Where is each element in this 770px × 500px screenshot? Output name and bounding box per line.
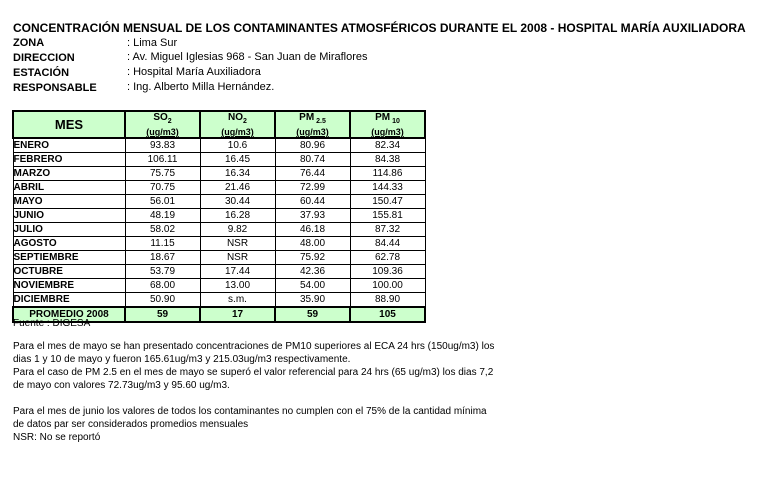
so2-cell: 70.75 xyxy=(125,181,200,195)
month-cell: MARZO xyxy=(13,167,125,181)
month-cell: ENERO xyxy=(13,138,125,153)
average-label: PROMEDIO 2008 xyxy=(13,307,125,322)
average-no2: 17 xyxy=(200,307,275,322)
no2-cell: 9.82 xyxy=(200,223,275,237)
so2-cell: 11.15 xyxy=(125,237,200,251)
pm10-cell: 109.36 xyxy=(350,265,425,279)
header-pm10-sub: 10 xyxy=(390,118,400,125)
so2-cell: 93.83 xyxy=(125,138,200,153)
pm10-cell: 82.34 xyxy=(350,138,425,153)
note-p2-line2: de mayo con valores 72.73ug/m3 y 95.60 ug/m3. xyxy=(13,380,230,391)
table-row xyxy=(13,138,425,153)
so2-cell: 75.75 xyxy=(125,167,200,181)
pm10-cell: 84.44 xyxy=(350,237,425,251)
so2-cell: 50.90 xyxy=(125,293,200,308)
pm25-cell: 80.74 xyxy=(275,153,350,167)
no2-cell: 16.34 xyxy=(200,167,275,181)
note-p1-line1: Para el mes de mayo se han presentado concentraciones de PM10 superiores al ECA 24 hrs (150ug/m3) los xyxy=(13,341,495,352)
source-note: Fuente : DIGESA xyxy=(13,318,91,329)
month-cell: SEPTIEMBRE xyxy=(13,251,125,265)
page-title: CONCENTRACIÓN MENSUAL DE LOS CONTAMINANTES ATMOSFÉRICOS DURANTE EL 2008 - HOSPITAL MARÍA AUXILIADORA xyxy=(13,21,746,35)
pm25-cell: 60.44 xyxy=(275,195,350,209)
table-row xyxy=(13,237,425,251)
pm25-cell: 54.00 xyxy=(275,279,350,293)
pm25-cell: 35.90 xyxy=(275,293,350,308)
note-p1-line2: dias 1 y 10 de mayo y fueron 165.61ug/m3 y 215.03ug/m3 respectivamente. xyxy=(13,354,351,365)
so2-cell: 53.79 xyxy=(125,265,200,279)
so2-cell: 18.67 xyxy=(125,251,200,265)
table-row xyxy=(13,265,425,279)
info-label-responsable: RESPONSABLE xyxy=(13,82,97,94)
average-so2: 59 xyxy=(125,307,200,322)
note-p3-line2: de datos par ser considerados promedios mensuales xyxy=(13,419,249,430)
month-cell: DICIEMBRE xyxy=(13,293,125,308)
pm10-cell: 114.86 xyxy=(350,167,425,181)
pm25-cell: 42.36 xyxy=(275,265,350,279)
pm25-cell: 72.99 xyxy=(275,181,350,195)
table-row xyxy=(13,167,425,181)
average-pm25: 59 xyxy=(275,307,350,322)
header-pm10-base: PM xyxy=(375,112,391,123)
no2-cell: 16.45 xyxy=(200,153,275,167)
table-row xyxy=(13,153,425,167)
month-cell: JULIO xyxy=(13,223,125,237)
header-pm25-base: PM xyxy=(299,112,315,123)
pm10-cell: 62.78 xyxy=(350,251,425,265)
pm10-cell: 84.38 xyxy=(350,153,425,167)
month-cell: OCTUBRE xyxy=(13,265,125,279)
no2-cell: 16.28 xyxy=(200,209,275,223)
average-pm10: 105 xyxy=(350,307,425,322)
month-cell: NOVIEMBRE xyxy=(13,279,125,293)
info-label-estacion: ESTACIÓN xyxy=(13,67,70,79)
pm10-cell: 88.90 xyxy=(350,293,425,308)
header-no2-unit: (ug/m3) xyxy=(221,128,254,137)
so2-cell: 56.01 xyxy=(125,195,200,209)
header-so2-unit: (ug/m3) xyxy=(146,128,179,137)
pm10-cell: 144.33 xyxy=(350,181,425,195)
header-pm25-sub: 2.5 xyxy=(314,118,326,125)
table-header-row xyxy=(13,111,425,138)
header-so2-base: SO xyxy=(153,112,168,123)
header-so2-sub: 2 xyxy=(167,118,172,125)
table-row xyxy=(13,279,425,293)
info-value-estacion: : Hospital María Auxiliadora xyxy=(127,66,261,78)
header-no2 xyxy=(200,111,275,138)
note-nsr: NSR: No se reportó xyxy=(13,432,101,443)
note-p2-line1: Para el caso de PM 2.5 en el mes de mayo se superó el valor referencial para 24 hrs (65 ug/m3) los dias 7,2 xyxy=(13,367,494,378)
table-row xyxy=(13,209,425,223)
no2-cell: 30.44 xyxy=(200,195,275,209)
table-row xyxy=(13,181,425,195)
month-cell: JUNIO xyxy=(13,209,125,223)
month-cell: FEBRERO xyxy=(13,153,125,167)
pm25-cell: 75.92 xyxy=(275,251,350,265)
so2-cell: 48.19 xyxy=(125,209,200,223)
pm10-cell: 150.47 xyxy=(350,195,425,209)
header-pm25 xyxy=(275,111,350,138)
contaminants-table xyxy=(12,110,426,323)
so2-cell: 68.00 xyxy=(125,279,200,293)
no2-cell: 17.44 xyxy=(200,265,275,279)
month-cell: AGOSTO xyxy=(13,237,125,251)
pm25-cell: 80.96 xyxy=(275,138,350,153)
so2-cell: 58.02 xyxy=(125,223,200,237)
header-no2-base: NO xyxy=(228,112,244,123)
info-value-zona: : Lima Sur xyxy=(127,37,178,49)
pm10-cell: 155.81 xyxy=(350,209,425,223)
month-cell: ABRIL xyxy=(13,181,125,195)
so2-cell: 106.11 xyxy=(125,153,200,167)
no2-cell: 21.46 xyxy=(200,181,275,195)
table-row xyxy=(13,251,425,265)
month-cell: MAYO xyxy=(13,195,125,209)
info-value-direccion: : Av. Miguel Iglesias 968 - San Juan de Miraflores xyxy=(127,51,368,63)
header-pm10 xyxy=(350,111,425,138)
table-row xyxy=(13,223,425,237)
table-row xyxy=(13,293,425,308)
header-pm10-unit: (ug/m3) xyxy=(371,128,404,137)
no2-cell: 13.00 xyxy=(200,279,275,293)
pm25-cell: 37.93 xyxy=(275,209,350,223)
info-label-zona: ZONA xyxy=(13,37,45,49)
pm25-cell: 48.00 xyxy=(275,237,350,251)
note-p3-line1: Para el mes de junio los valores de todos los contaminantes no cumplen con el 75% de la cantidad mínima xyxy=(13,406,487,417)
pm25-cell: 46.18 xyxy=(275,223,350,237)
no2-cell: NSR xyxy=(200,251,275,265)
info-label-direccion: DIRECCION xyxy=(13,52,75,64)
no2-cell: NSR xyxy=(200,237,275,251)
pm25-cell: 76.44 xyxy=(275,167,350,181)
header-pm25-unit: (ug/m3) xyxy=(296,128,329,137)
pm10-cell: 87.32 xyxy=(350,223,425,237)
table-row xyxy=(13,195,425,209)
info-value-responsable: : Ing. Alberto Milla Hernández. xyxy=(127,81,275,93)
header-mes: MES xyxy=(13,111,125,138)
no2-cell: s.m. xyxy=(200,293,275,308)
header-no2-sub: 2 xyxy=(243,118,247,125)
pm10-cell: 100.00 xyxy=(350,279,425,293)
no2-cell: 10.6 xyxy=(200,138,275,153)
header-so2 xyxy=(125,111,200,138)
